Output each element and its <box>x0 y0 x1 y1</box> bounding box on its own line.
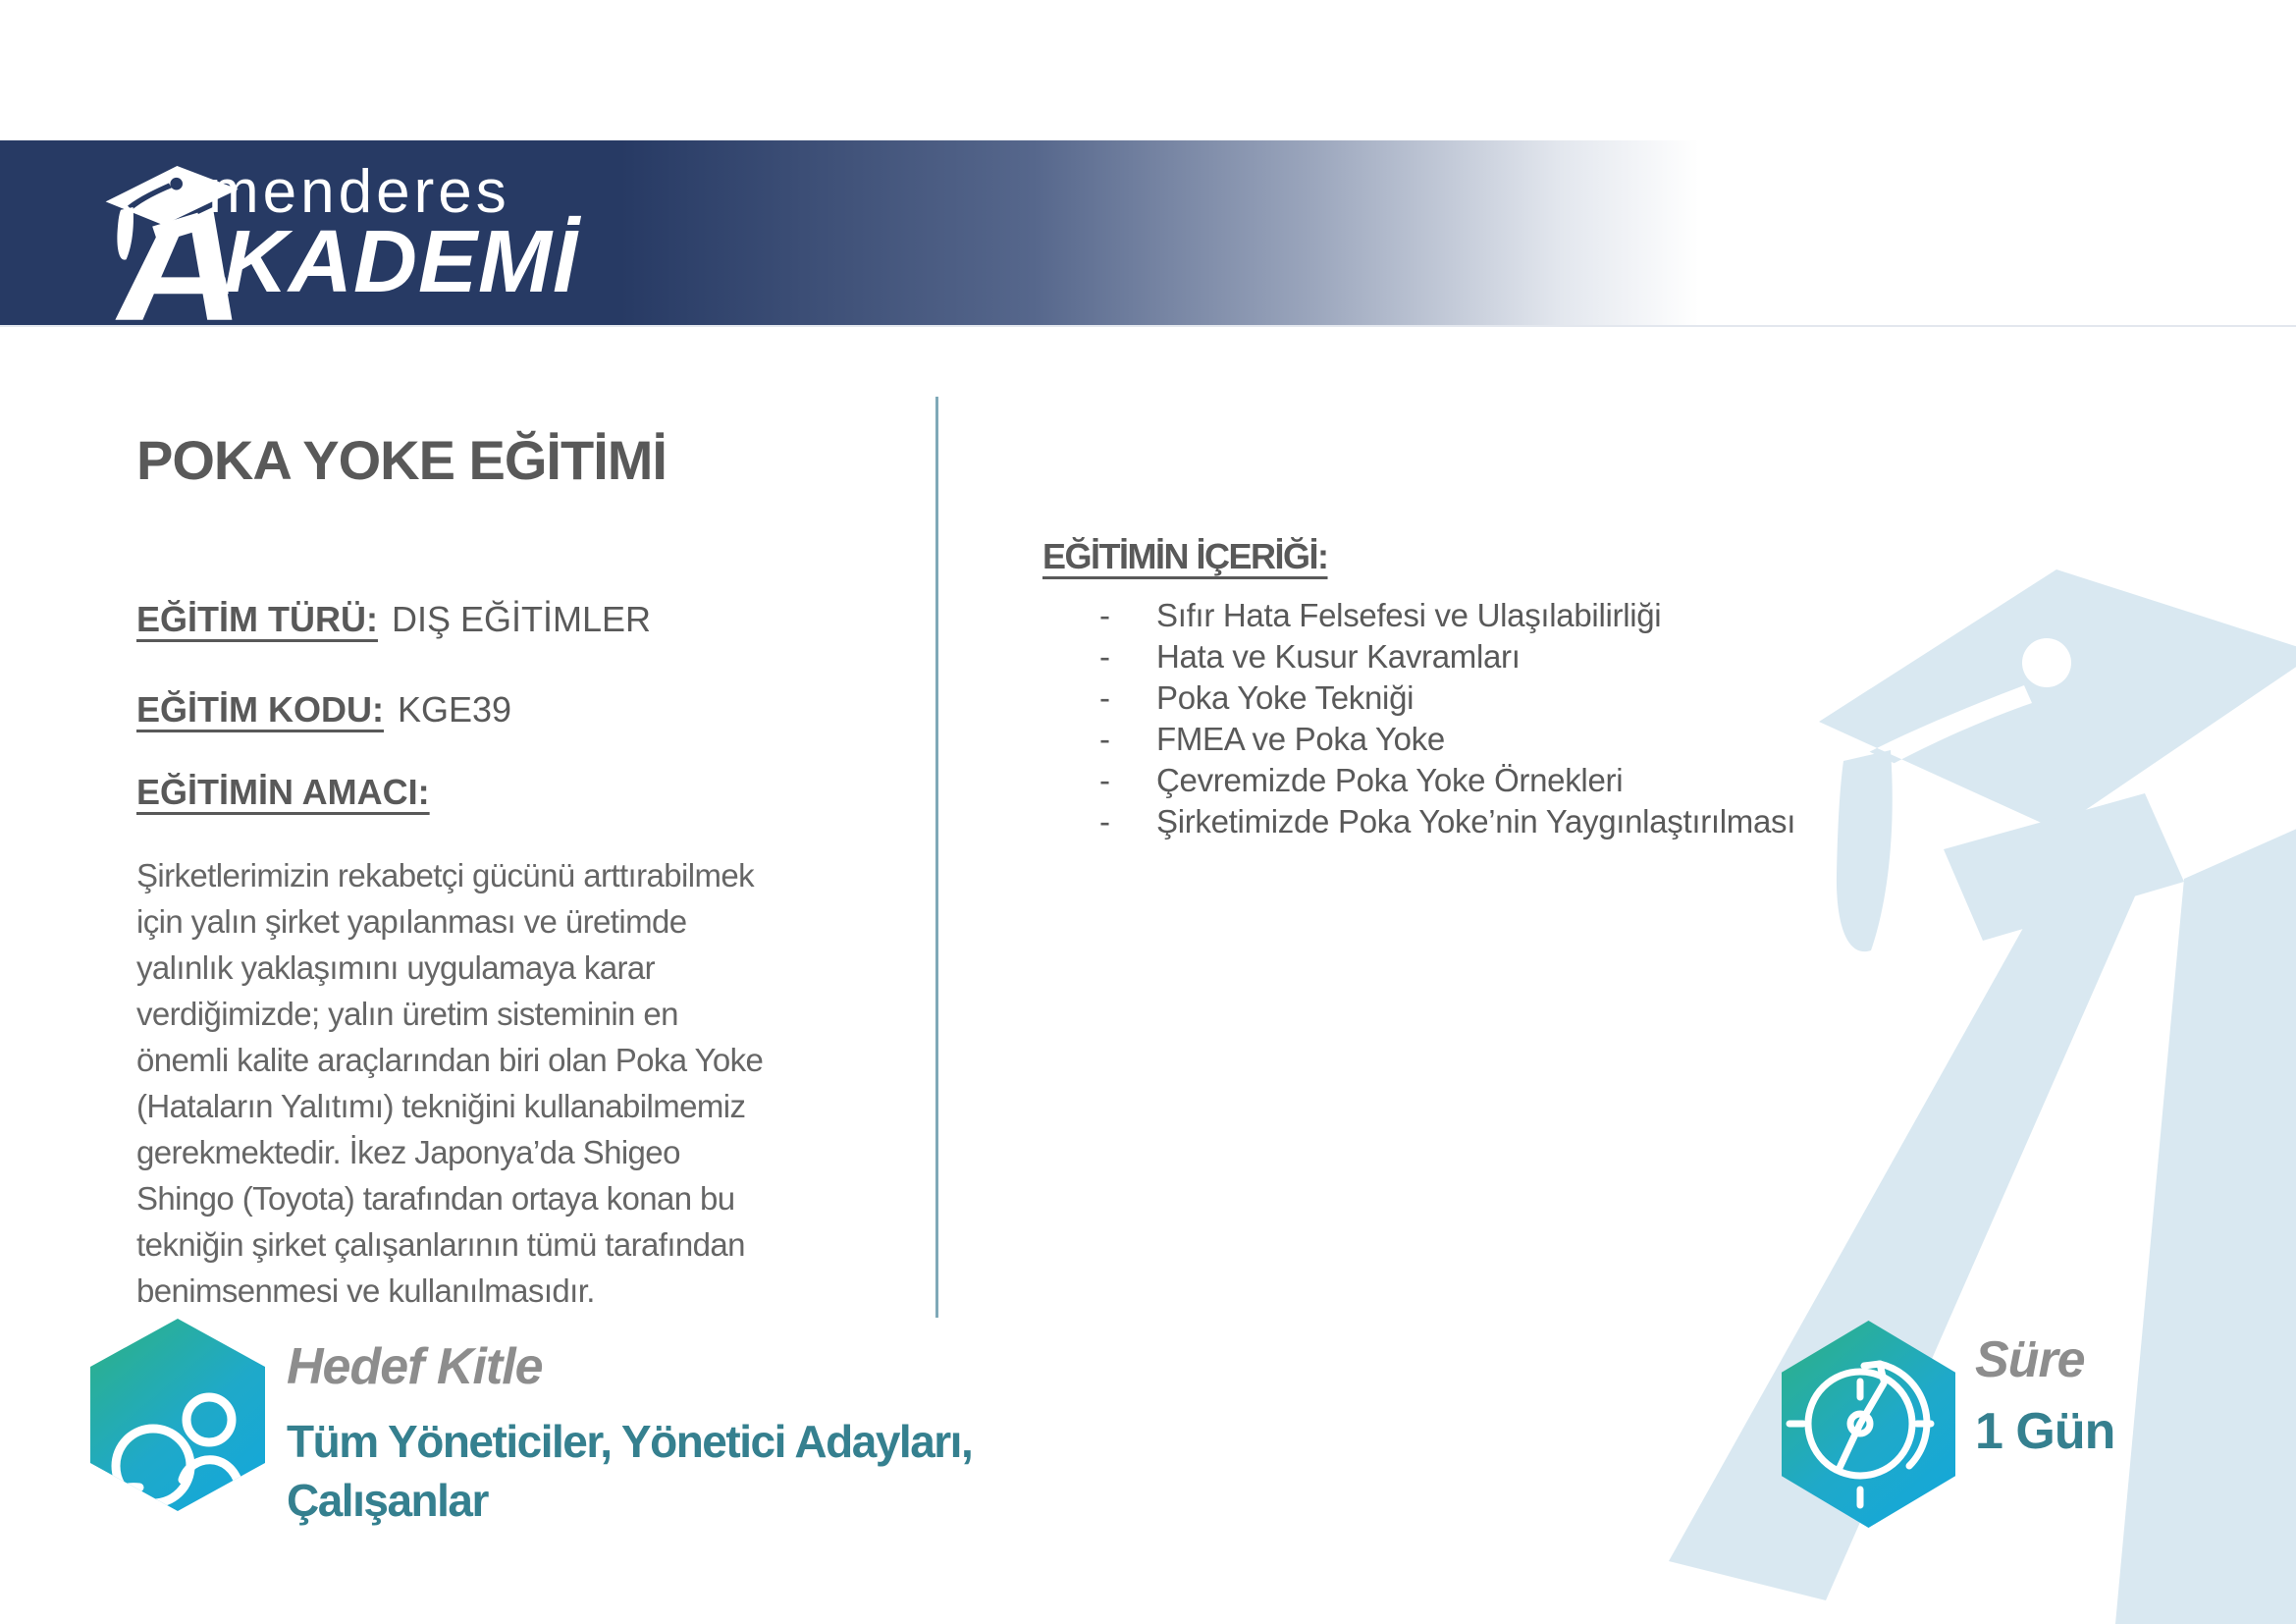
bullet-dash: - <box>1099 638 1110 675</box>
page-title: POKA YOKE EĞİTİMİ <box>136 429 667 491</box>
list-item-text: Çevremizde Poka Yoke Örnekleri <box>1156 762 1624 798</box>
list-item <box>1099 677 1795 719</box>
bullet-dash: - <box>1099 721 1110 757</box>
training-type-value: DIŞ EĞİTİMLER <box>391 599 652 639</box>
audience-value: Tüm Yöneticiler, Yönetici Adayları, Çalışanlar <box>287 1416 973 1526</box>
duration-value: 1 Gün <box>1975 1403 2115 1460</box>
training-type-row <box>136 599 651 640</box>
bullet-dash: - <box>1099 762 1110 798</box>
list-item-text: Şirketimizde Poka Yoke’nin Yaygınlaştırılması <box>1156 803 1796 839</box>
audience-hexagon-badge <box>90 1319 265 1511</box>
training-code-value: KGE39 <box>397 689 512 730</box>
list-item-text: FMEA ve Poka Yoke <box>1156 721 1445 757</box>
list-item <box>1099 801 1795 842</box>
training-purpose-row <box>136 772 430 813</box>
bullet-dash: - <box>1099 679 1110 716</box>
training-code-row <box>136 689 511 731</box>
content-heading: EĞİTİMİN İÇERİĞİ: <box>1042 536 1328 576</box>
column-divider <box>935 397 938 1318</box>
audience-label: Hedef Kitle <box>287 1338 543 1395</box>
list-item <box>1099 636 1795 677</box>
list-item <box>1099 760 1795 801</box>
list-item-text: Hata ve Kusur Kavramları <box>1156 638 1521 675</box>
list-item <box>1099 719 1795 760</box>
content-list <box>1099 595 1795 842</box>
header-bar <box>0 140 2296 327</box>
list-item <box>1099 595 1795 636</box>
training-type-label: EĞİTİM TÜRÜ: <box>136 599 378 639</box>
training-purpose-label: EĞİTİMİN AMACI: <box>136 772 430 812</box>
logo-akademi-text: KADEMİ <box>224 213 578 311</box>
logo-menderes-text: menderes <box>208 158 510 226</box>
training-purpose-text: Şirketlerimizin rekabetçi gücünü arttırabilmek için yalın şirket yapılanması ve üretimde yalınlık yaklaşımını uygulamaya karar verdiğimizde; yalın üretim sisteminin en önemli kalite araçlarından biri olan Poka Yoke (Hataların Yalıtımı) tekniğini kullanabilmemiz gerekmektedir. İkez Japonya’da Shigeo Shingo (Toyota) tarafından ortaya konan bu tekniğin şirket çalışanlarının tümü tarafından benimsenmesi ve kullanılmasıdır. <box>136 857 764 1309</box>
people-icon <box>90 1319 265 1511</box>
list-item-text: Sıfır Hata Felsefesi ve Ulaşılabilirliği <box>1156 597 1662 633</box>
bullet-dash: - <box>1099 803 1110 839</box>
list-item-text: Poka Yoke Tekniği <box>1156 679 1415 716</box>
training-code-label: EĞİTİM KODU: <box>136 689 384 730</box>
bullet-dash: - <box>1099 597 1110 633</box>
duration-label: Süre <box>1975 1331 2085 1388</box>
